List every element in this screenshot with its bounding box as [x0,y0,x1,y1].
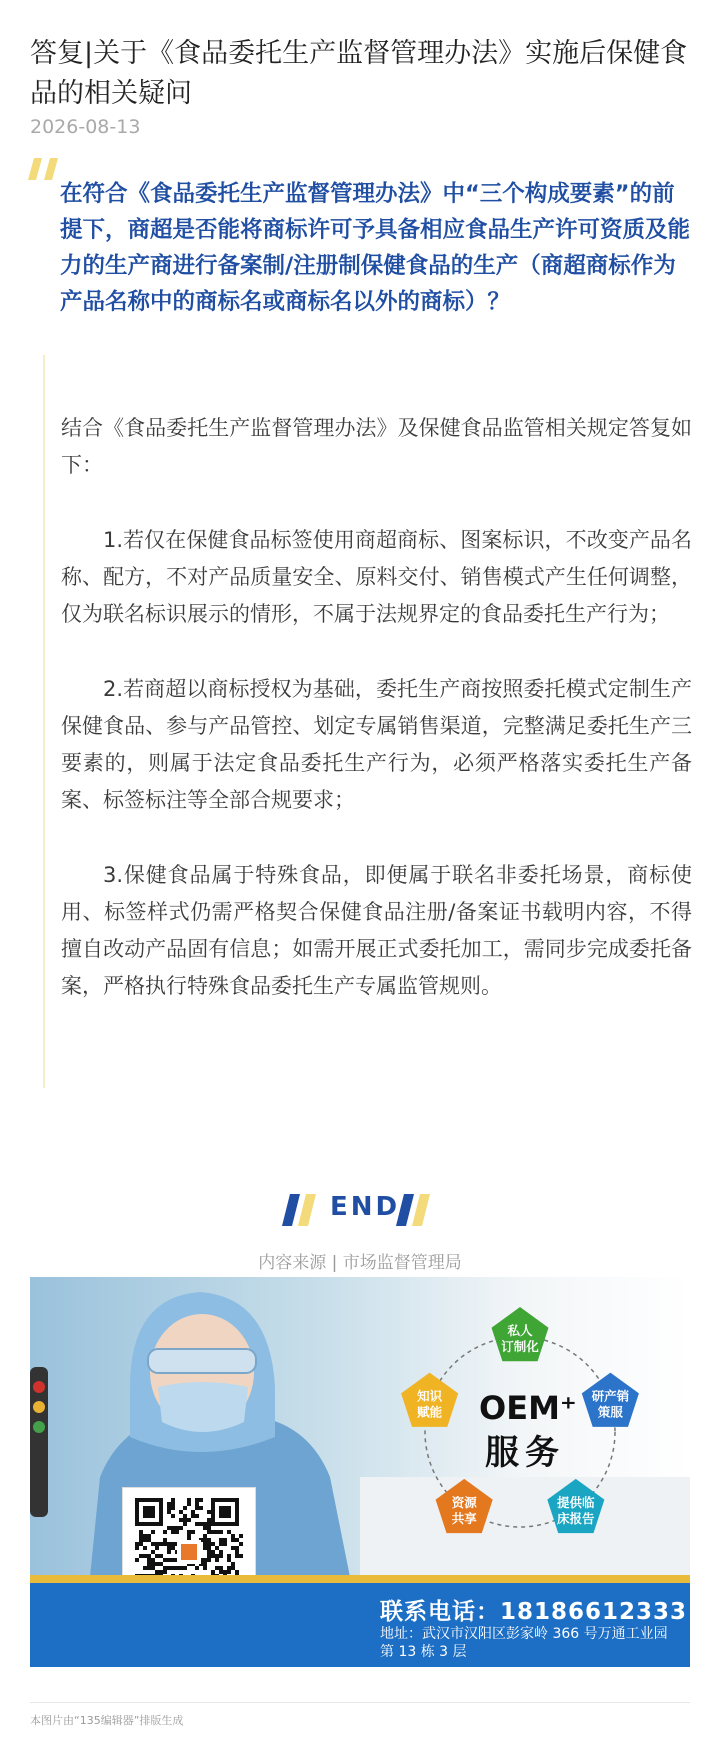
article-title: 答复|关于《食品委托生产监督管理办法》实施后保健食品的相关疑问 [30,38,688,109]
answer-intro: 结合《食品委托生产监督管理办法》及保健食品监管相关规定答复如下： [61,416,692,477]
service-pentagon-label: 资源 [451,1494,477,1510]
quote-mark-icon [28,158,60,180]
publish-date: 2026-08-13 [30,116,141,138]
service-pentagon-label: 共享 [451,1510,477,1526]
footer-divider [30,1702,690,1703]
service-pentagon-label: 提供临 [557,1494,595,1510]
contact-address: 地址：武汉市汉阳区彭家岭 366 号万通工业园第 13 栋 3 层 [380,1626,668,1660]
question-text: 在符合《食品委托生产监督管理办法》中“三个构成要素”的前提下，商超是否能将商标许可予具备相应食品生产许可资质及能力的生产商进行备案制/注册制保健食品的生产（商超商标作为产品名称中的商标名或商标名以外的商标）？ [60,181,691,315]
banner-stripe [30,1575,690,1583]
content-source: 内容来源 | 市场监督管理局 [258,1253,462,1273]
answer-point-3: 3.保健食品属于特殊食品，即便属于联名非委托场景，商标使用、标签样式仍需严格契合保健食品注册/备案证书载明内容，不得擅自改动产品固有信息；如需开展正式委托加工，需同步完成委托备案，严格执行特殊食品委托生产专属监管规则。 [61,863,692,998]
answer-point-1: 1.若仅在保健食品标签使用商超商标、图案标识，不改变产品名称、配方，不对产品质量安全、原料交付、销售模式产生任何调整，仅为联名标识展示的情形，不属于法规界定的食品委托生产行为； [61,528,692,626]
contact-phone[interactable]: 联系电话：18186612333 [380,1599,688,1625]
service-pentagon-label: 订制化 [501,1339,539,1354]
service-label: 服务 [485,1433,565,1473]
service-pentagon-label: 知识 [417,1388,443,1404]
service-pentagon-label: 私人 [507,1323,533,1338]
service-pentagon-label: 策服 [597,1404,623,1420]
oem-label: OEM⁺ [479,1389,577,1427]
answer-content [43,355,692,1088]
footer-credit: 本图片由“135编辑器”排版生成 [30,1714,184,1727]
service-pentagon-label: 赋能 [417,1404,443,1420]
end-label: END [330,1192,401,1222]
service-pentagon-label: 床报告 [557,1510,595,1526]
answer-point-2: 2.若商超以商标授权为基础，委托生产商按照委托模式定制生产保健食品、参与产品管控、划定专属销售渠道，完整满足委托生产三要素的，则属于法定食品委托生产行为，必须严格落实委托生产备案、标签标注等全部合规要求； [61,677,692,812]
service-pentagon-label: 研产销 [591,1388,630,1404]
oem-service-banner [30,1277,690,1667]
